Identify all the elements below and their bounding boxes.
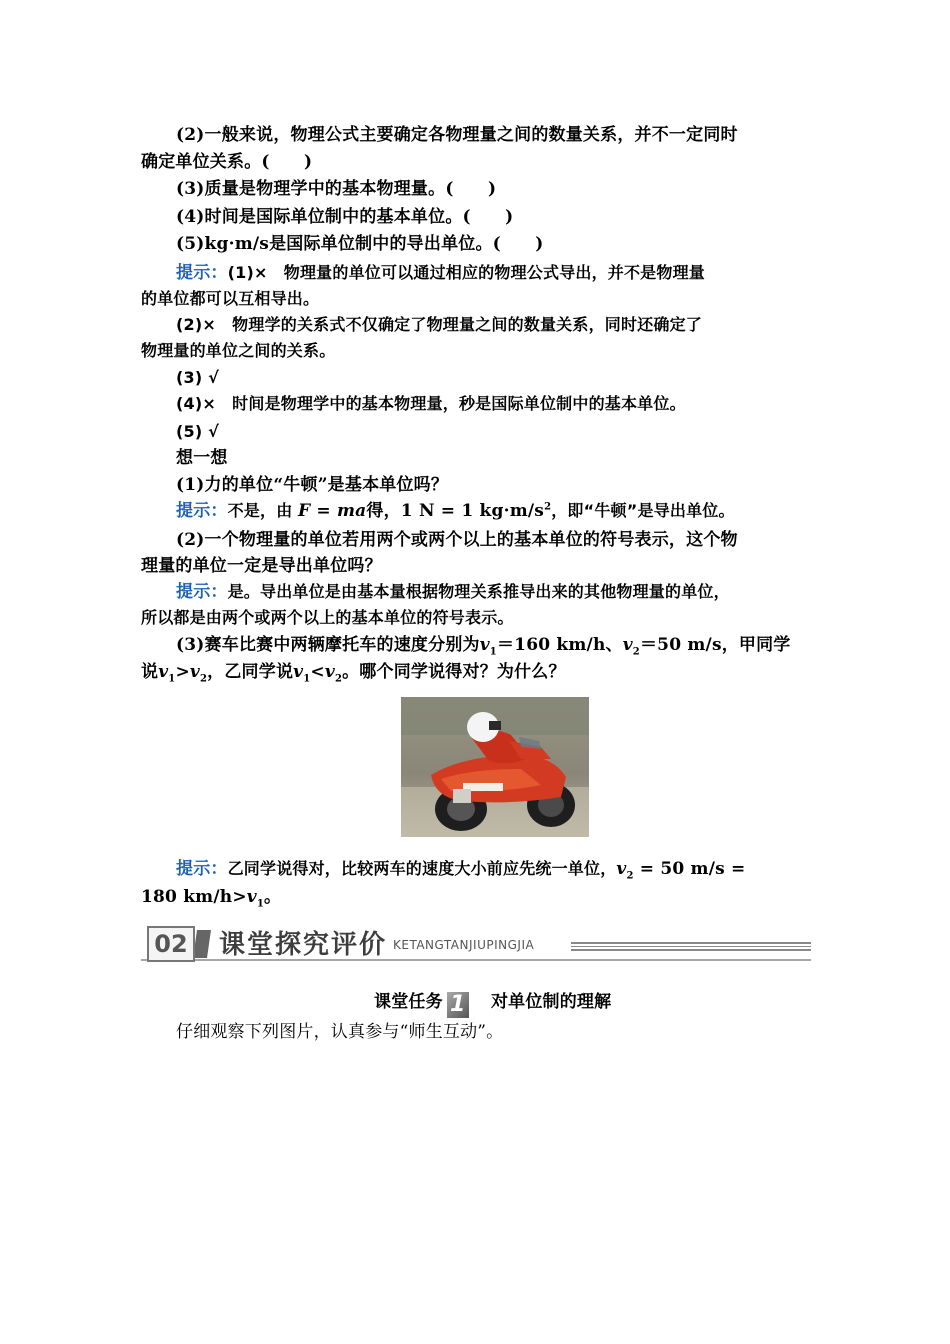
section-banner [141,922,811,962]
hint-1-line-1 [176,262,705,284]
hint-5: (5) √ [176,422,219,441]
q3-text-1: (3)赛车比赛中两辆摩托车的速度分别为 [176,635,480,655]
hint-1-line-2: 的单位都可以互相导出。 [141,289,320,308]
question-2-line-1: (2)一般来说，物理公式主要确定各物理量之间的数量关系，并不一定同时 [176,125,738,145]
think-answer-2-line-2: 所以都是由两个或两个以上的基本单位的符号表示。 [141,608,514,627]
var-v: v [189,662,200,682]
answer-3-text-3: 180 km/h> [141,887,247,907]
section-subtitle: KETANGTANJIUPINGJIA [393,938,535,952]
think-answer-3-line-1 [176,858,745,880]
lt-sign: < [310,662,325,682]
sub-1: 1 [168,673,176,685]
hint-label: 提示： [176,263,228,283]
think-answer-3-line-2 [141,886,281,908]
think-question-3-line-1 [176,634,791,656]
think-question-2-line-1: (2)一个物理量的单位若用两个或两个以上的基本单位的符号表示，这个物 [176,530,738,550]
hint-4: (4)× 时间是物理学中的基本物理量，秒是国际单位制中的基本单位。 [176,394,686,413]
sub-2: 2 [334,673,343,685]
task-label: 课堂任务 [374,992,443,1012]
question-2-line-2: 确定单位关系。( ) [141,152,313,172]
answer-3-text-1: 乙同学说得对，比较两车的速度大小前应先统一单位， [227,859,617,878]
answer-1-superscript: 2 [544,501,552,513]
section-number: 02 [147,926,195,962]
var-v: v [622,635,633,655]
q3-text-4: 说 [141,662,159,682]
hint-label: 提示： [176,859,228,879]
q3-text-2: ＝160 km/h、 [496,635,623,655]
var-v: v [293,662,304,682]
answer-2-text: 是。导出单位是由基本量根据物理关系推导出来的其他物理量的单位， [227,582,730,601]
question-3: (3)质量是物理学中的基本物理量。( ) [176,179,497,199]
hint-2-line-1: (2)× 物理学的关系式不仅确定了物理量之间的数量关系，同时还确定了 [176,315,702,334]
answer-1-text-post: ，即“牛顿”是导出单位。 [551,501,735,520]
think-question-3-line-2 [141,661,566,683]
hint-2-line-2: 物理量的单位之间的关系。 [141,341,336,360]
sub-1: 1 [489,646,497,658]
var-v: v [479,635,490,655]
var-v: v [616,859,627,879]
motorcycle-photo [401,697,589,837]
hint-label: 提示： [176,582,228,602]
answer-3-text-2: = 50 m/s = [633,859,746,879]
task-title: 对单位制的理解 [490,992,612,1012]
think-question-1: (1)力的单位“牛顿”是基本单位吗？ [176,475,449,495]
answer-1-text-pre: 不是，由 [227,501,293,520]
hint-3: (3) √ [176,368,219,387]
answer-3-text-4: 。 [264,887,282,907]
gt-sign: > [175,662,190,682]
q3-text-3: ＝50 m/s，甲同学 [639,635,791,655]
task-heading [374,991,611,1018]
var-v: v [246,887,257,907]
answer-1-text-mid: 得，1 N = 1 kg·m/s [366,501,545,521]
var-v: v [324,662,335,682]
task-intro: 仔细观察下列图片，认真参与“师生互动”。 [176,1022,504,1042]
hint-1-text: (1)× 物理量的单位可以通过相应的物理公式导出，并不是物理量 [227,263,705,282]
think-answer-1 [176,500,735,522]
banner-rules [571,942,811,952]
task-number-badge: 1 [447,992,469,1018]
sub-2: 2 [626,870,634,882]
think-question-2-line-2: 理量的单位一定是导出单位吗？ [141,556,382,576]
var-v: v [158,662,169,682]
question-4: (4)时间是国际单位制中的基本单位。( ) [176,207,514,227]
q3-text-5: ，乙同学说 [207,662,294,682]
answer-1-formula: F = ma [298,501,367,521]
think-answer-2-line-1 [176,581,730,603]
sub-2: 2 [632,646,640,658]
q3-text-6: 。哪个同学说得对？为什么？ [342,662,566,682]
hint-label: 提示： [176,501,228,521]
sub-1: 1 [303,673,311,685]
sub-1: 1 [256,898,265,910]
section-title: 课堂探究评价 [219,930,388,960]
question-5: (5)kg·m/s是国际单位制中的导出单位。( ) [176,234,544,254]
think-heading: 想一想 [176,448,228,468]
sub-2: 2 [199,673,208,685]
